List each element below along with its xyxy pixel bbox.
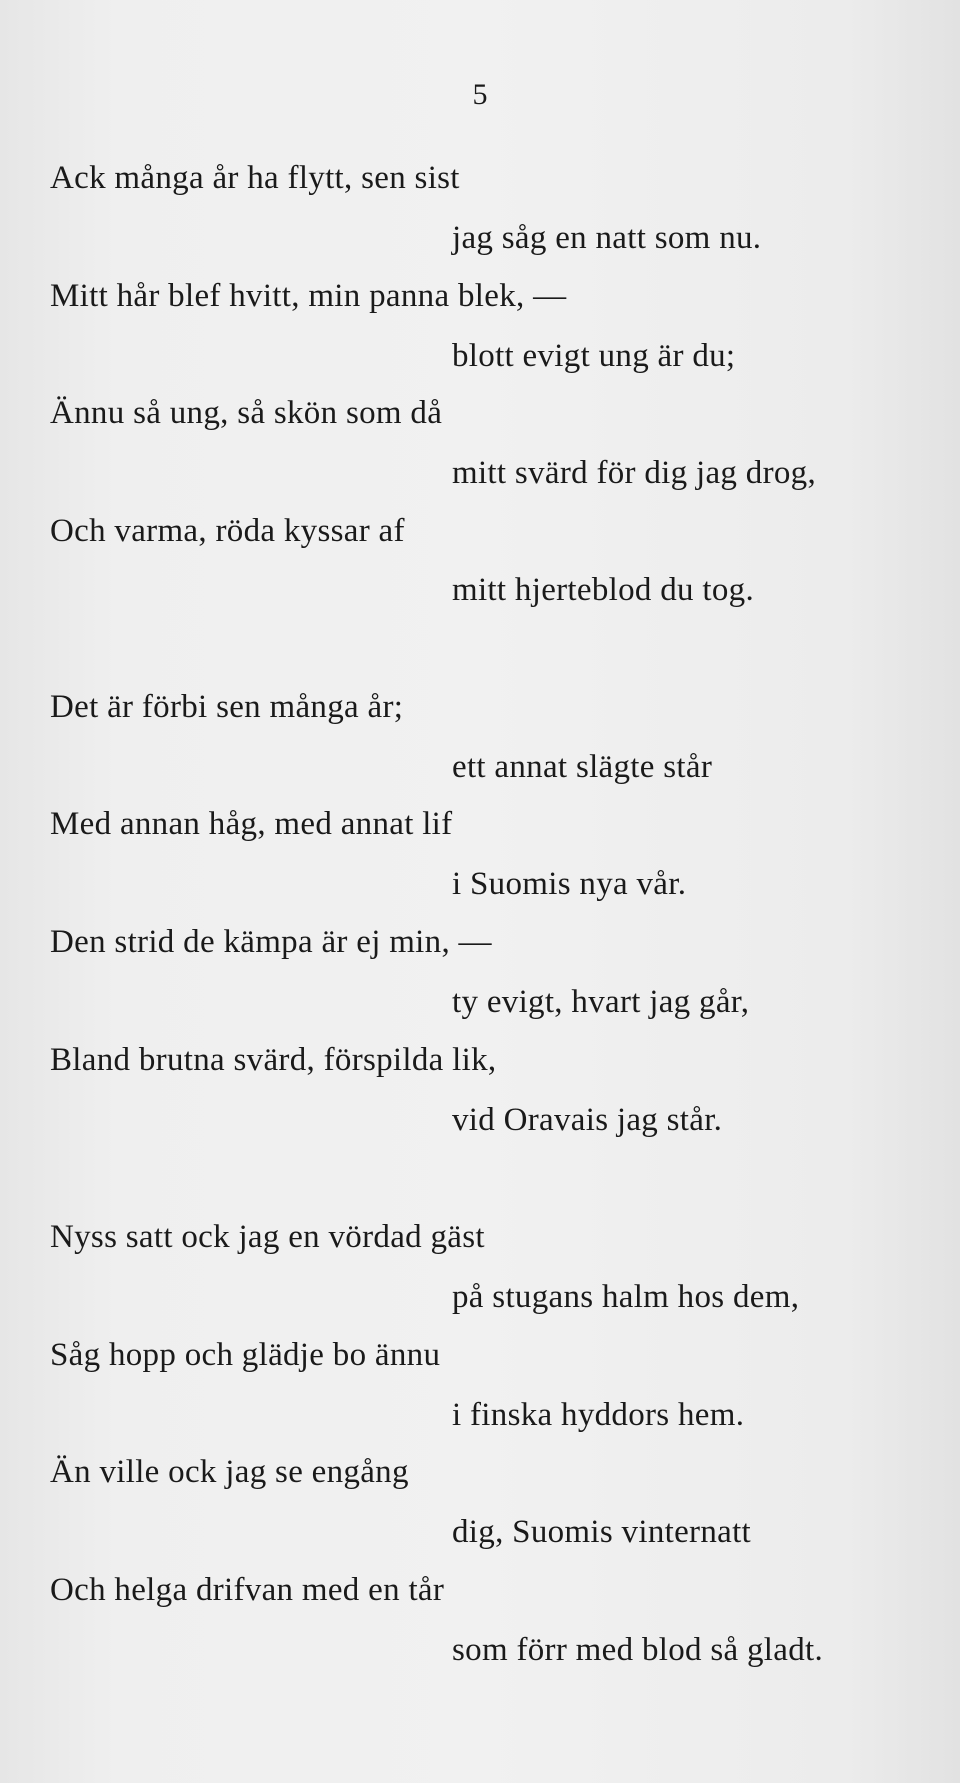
poem-line: i finska hyddors hem. [452,1397,745,1433]
poem-line: Ack många år ha flytt, sen sist [50,160,460,196]
poem-line: som förr med blod så gladt. [452,1632,824,1668]
poem-line: Den strid de kämpa är ej min, — [50,924,492,960]
poem-line: Det är förbi sen många år; [50,689,404,725]
poem-line: på stugans halm hos dem, [452,1279,800,1315]
poem-line: blott evigt ung är du; [452,338,736,374]
page-number: 5 [472,78,488,111]
poem-line: mitt svärd för dig jag drog, [452,455,817,491]
poem-line: mitt hjerteblod du tog. [452,572,755,608]
poem-line: Än ville ock jag se engång [50,1454,409,1490]
poem-line: ty evigt, hvart jag går, [452,984,750,1020]
poem-line: Med annan håg, med annat lif [50,806,453,842]
poem-line: Nyss satt ock jag en vördad gäst [50,1219,485,1255]
poem-line: jag såg en natt som nu. [452,220,762,256]
poem-line: Mitt hår blef hvitt, min panna blek, — [50,278,567,314]
poem-line: Bland brutna svärd, förspilda lik, [50,1042,497,1078]
poem-line: dig, Suomis vinternatt [452,1514,752,1550]
poem-line: ett annat slägte står [452,749,713,785]
poem-line: vid Oravais jag står. [452,1102,723,1138]
poem-line: Ännu så ung, så skön som då [50,395,443,431]
poem-line: Såg hopp och glädje bo ännu [50,1337,441,1373]
poem-line: i Suomis nya vår. [452,866,687,902]
poem-line: Och varma, röda kyssar af [50,513,405,549]
poem-line: Och helga drifvan med en tår [50,1572,445,1608]
